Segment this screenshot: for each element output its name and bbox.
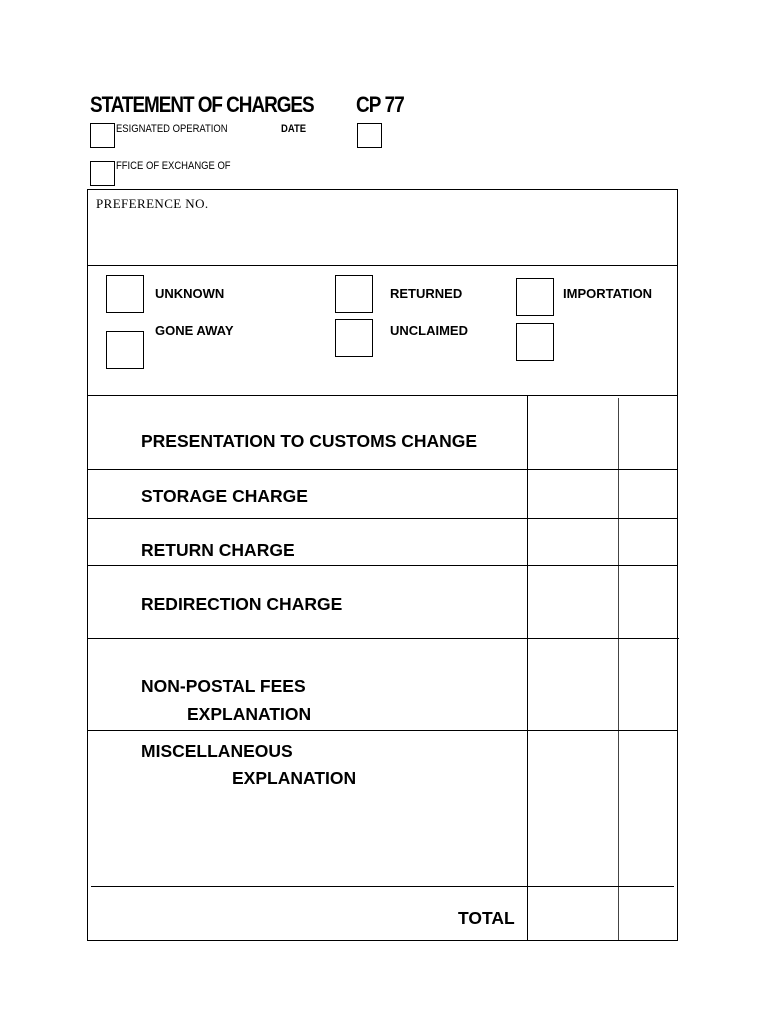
presentation-to-customs-label: PRESENTATION TO CUSTOMS CHANGE (141, 431, 478, 451)
importation-checkbox[interactable] (516, 278, 554, 316)
non-postal-fees-label: NON-POSTAL FEES (141, 676, 306, 696)
row-divider (88, 565, 677, 566)
form-title: STATEMENT OF CHARGES (90, 92, 314, 117)
non-postal-fees-explanation-label: EXPLANATION (187, 704, 312, 724)
divider (88, 265, 677, 266)
return-charge-label: RETURN CHARGE (141, 540, 295, 560)
reference-number-label: PREFERENCE NO. (96, 196, 209, 211)
importation-label: IMPORTATION (563, 286, 653, 301)
date-label: DATE (281, 123, 307, 135)
amount-column-divider (527, 396, 528, 940)
unknown-label: UNKNOWN (155, 286, 225, 301)
designated-operation-label: ESIGNATED OPERATION (116, 123, 228, 135)
redirection-charge-label: REDIRECTION CHARGE (141, 594, 343, 614)
gone-away-label: GONE AWAY (155, 323, 234, 338)
unknown-checkbox[interactable] (106, 275, 144, 313)
office-of-exchange-checkbox[interactable] (90, 161, 115, 186)
form-code: CP 77 (356, 92, 404, 117)
divider (88, 395, 677, 396)
designated-operation-checkbox[interactable] (90, 123, 115, 148)
row-divider (88, 469, 677, 470)
gone-away-checkbox[interactable] (106, 331, 144, 369)
row-divider (88, 638, 679, 639)
unclaimed-label: UNCLAIMED (390, 323, 468, 338)
miscellaneous-explanation-label: EXPLANATION (232, 768, 357, 788)
blank-option-checkbox[interactable] (516, 323, 554, 361)
row-divider (88, 518, 677, 519)
reference-number-field[interactable] (88, 214, 676, 264)
amount-column-divider (618, 398, 619, 940)
returned-label: RETURNED (390, 286, 463, 301)
date-field[interactable] (357, 123, 382, 148)
returned-checkbox[interactable] (335, 275, 373, 313)
total-label: TOTAL (458, 908, 515, 928)
row-divider (88, 730, 677, 731)
storage-charge-label: STORAGE CHARGE (141, 486, 308, 506)
row-divider (91, 886, 674, 887)
office-of-exchange-label: FFICE OF EXCHANGE OF (116, 160, 231, 172)
unclaimed-checkbox[interactable] (335, 319, 373, 357)
miscellaneous-label: MISCELLANEOUS (141, 741, 293, 761)
